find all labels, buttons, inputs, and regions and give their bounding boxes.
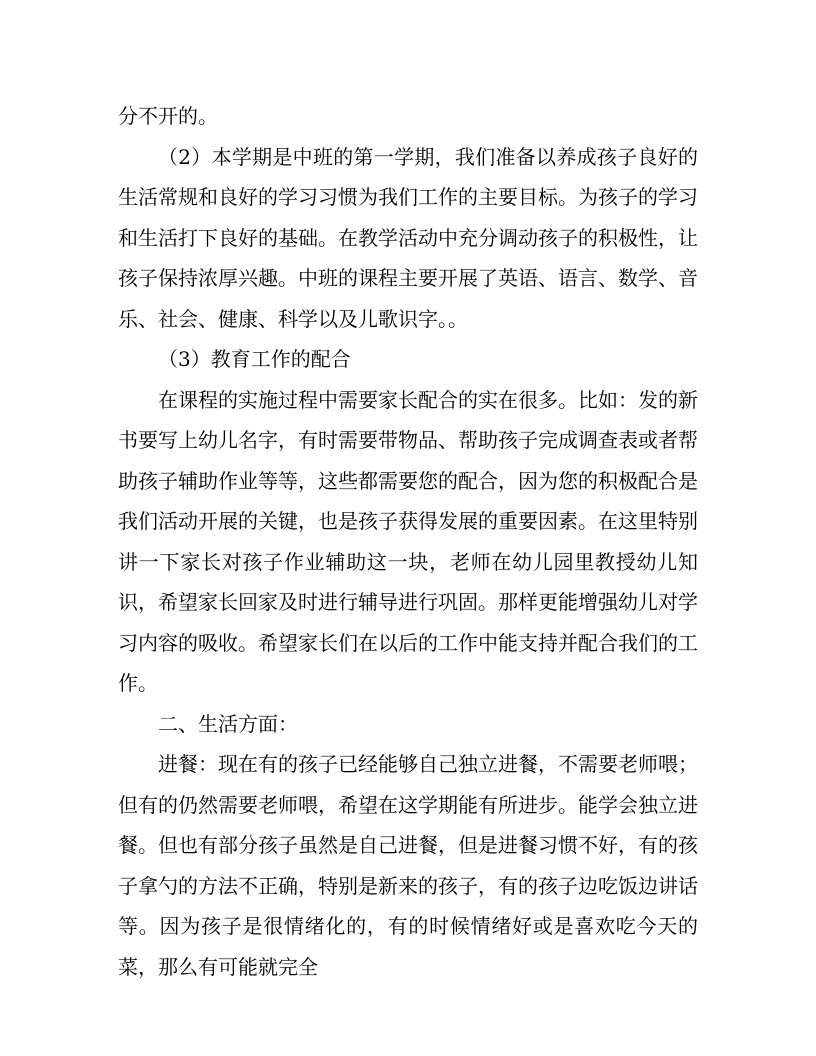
heading-life-aspects: 二、生活方面： [158,711,298,736]
paragraph-continuation: 分不开的。 [118,104,218,128]
paragraph-section-2: （2）本学期是中班的第一学期，我们准备以养成孩子良好的生活常规和良好的学习习惯为我们工作的主要目标。为孩子的学习和生活打下良好的基础。在教学活动中充分调动孩子的积极性，让孩子保持浓厚兴趣。中班的课程主要开展了英语、语言、数学、音乐、社会、健康、科学以及儿歌识字。。 [118,144,698,331]
document-body [118,96,698,987]
subheading-section-3: （3）教育工作的配合 [158,347,351,371]
paragraph-eating: 进餐：现在有的孩子已经能够自己独立进餐，不需要老师喂；但有的仍然需要老师喂，希望在这学期能有所进步。能学会独立进餐。但也有部分孩子虽然是自己进餐，但是进餐习惯不好，有的孩子拿勺的方法不正确，特别是新来的孩子，有的孩子边吃饭边讲话等。因为孩子是很情绪化的，有的时候情绪好或是喜欢吃今天的菜，那么有可能就完全 [118,752,698,979]
paragraph-parent-cooperation: 在课程的实施过程中需要家长配合的实在很多。比如：发的新书要写上幼儿名字，有时需要带物品、帮助孩子完成调查表或者帮助孩子辅助作业等等，这些都需要您的配合，因为您的积极配合是我们活动开展的关键，也是孩子获得发展的重要因素。在这里特别讲一下家长对孩子作业辅助这一块，老师在幼儿园里教授幼儿知识，希望家长回家及时进行辅导进行巩固。那样更能增强幼儿对学习内容的吸收。希望家长们在以后的工作中能支持并配合我们的工作。 [118,387,698,695]
